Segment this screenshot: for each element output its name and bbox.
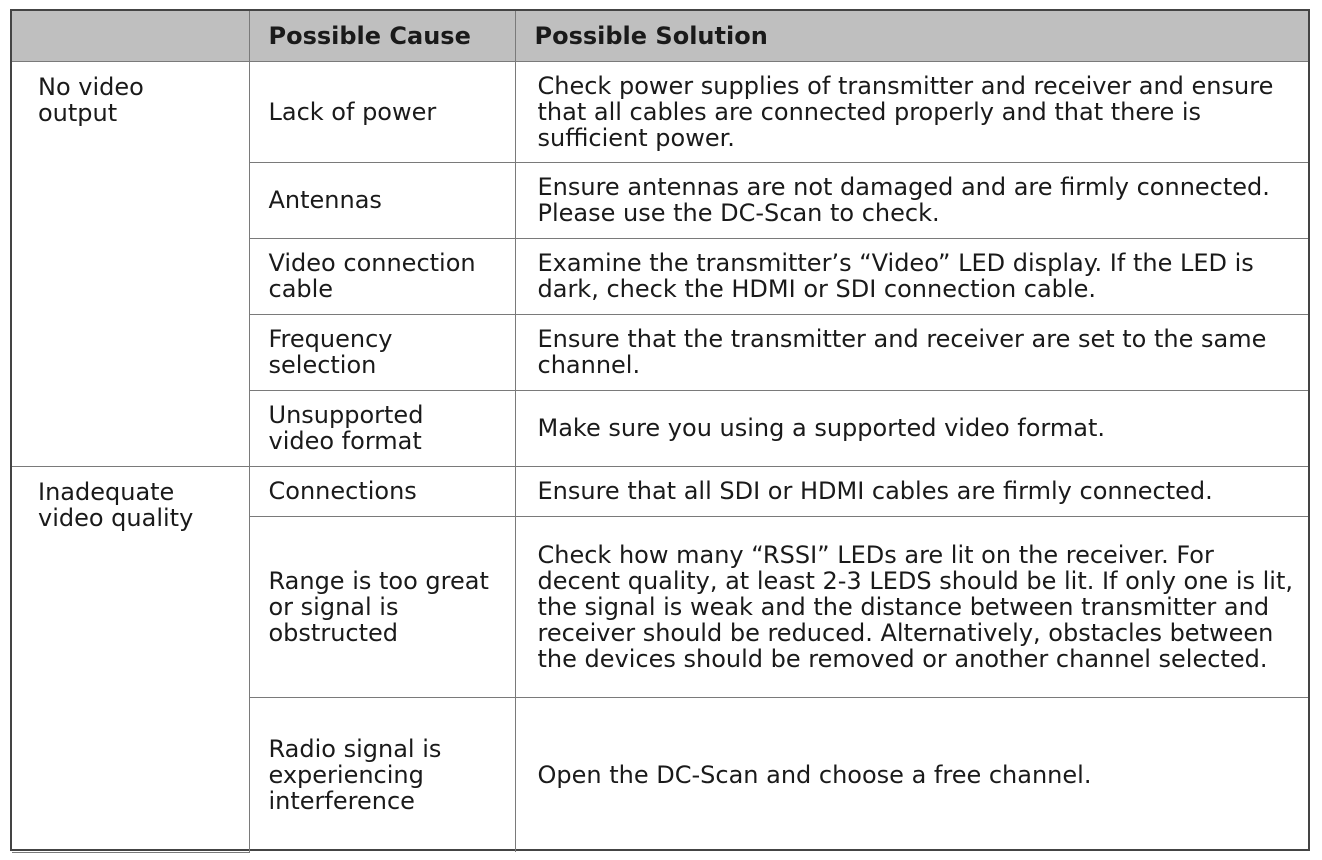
header-possible-solution: Possible Solution [515,11,1308,61]
solution-cell: Open the DC-Scan and choose a free channel. [515,697,1308,852]
header-possible-cause: Possible Cause [249,11,515,61]
cause-cell: Frequency selection [249,314,515,390]
issue-inadequate-video-quality: Inadequate video quality [12,466,249,852]
troubleshooting-table [12,11,1308,853]
solution-cell: Check power supplies of transmitter and receiver and ensure that all cables are connected properly and that there is sufficient power. [515,61,1308,162]
cause-cell: Radio signal is experiencing interference [249,697,515,852]
cause-cell: Unsupported video format [249,390,515,466]
header-issue [12,11,249,61]
cause-cell: Connections [249,466,515,516]
solution-cell: Make sure you using a supported video format. [515,390,1308,466]
issue-no-video-output: No video output [12,61,249,466]
table-row [12,466,1308,516]
cause-cell: Video connection cable [249,238,515,314]
table-row [12,61,1308,162]
cause-cell: Range is too great or signal is obstructed [249,516,515,697]
table-header-row [12,11,1308,61]
solution-cell: Ensure that the transmitter and receiver are set to the same channel. [515,314,1308,390]
solution-cell: Ensure that all SDI or HDMI cables are firmly connected. [515,466,1308,516]
cause-cell: Antennas [249,162,515,238]
cause-cell: Lack of power [249,61,515,162]
troubleshooting-table-container [10,9,1310,851]
solution-cell: Examine the transmitter’s “Video” LED display. If the LED is dark, check the HDMI or SDI connection cable. [515,238,1308,314]
solution-cell: Check how many “RSSI” LEDs are lit on the receiver. For decent quality, at least 2-3 LEDS should be lit. If only one is lit, the signal is weak and the distance between transmitter and receiver should be reduced. Alternatively, obstacles between the devices should be removed or another channel selected. [515,516,1308,697]
solution-cell: Ensure antennas are not damaged and are firmly connected. Please use the DC-Scan to check. [515,162,1308,238]
